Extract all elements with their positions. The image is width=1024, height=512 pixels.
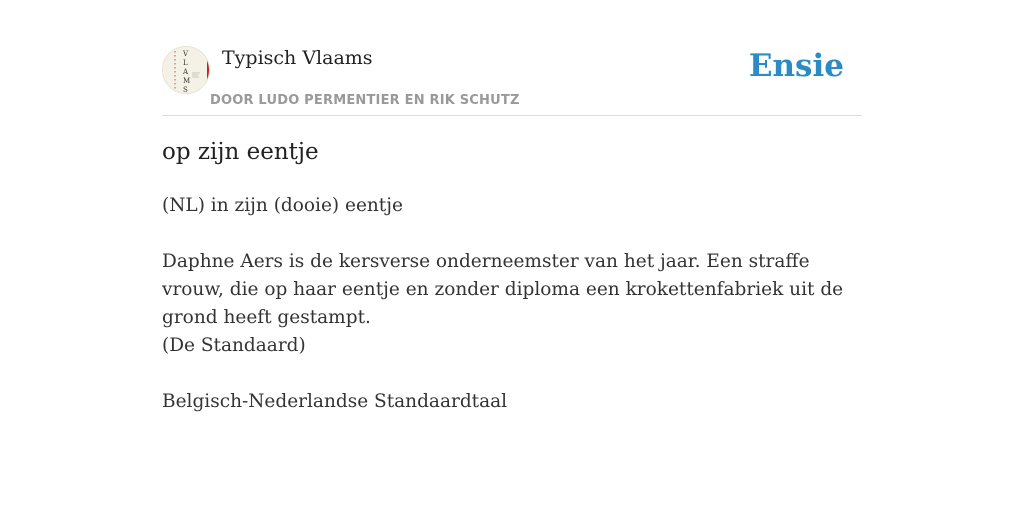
header xyxy=(162,46,862,116)
byline: DOOR LUDO PERMENTIER EN RIK SCHUTZ xyxy=(210,93,520,108)
svg-text:A: A xyxy=(183,68,189,76)
svg-text:V: V xyxy=(183,50,189,58)
svg-text:S: S xyxy=(183,86,188,93)
entry-content xyxy=(162,192,862,416)
spacer xyxy=(162,220,862,248)
brand-logo[interactable]: Ensie xyxy=(748,48,844,84)
svg-text:M: M xyxy=(183,77,191,85)
source: (De Standaard) xyxy=(162,335,306,356)
svg-text:L: L xyxy=(183,59,188,67)
book-cover-icon[interactable] xyxy=(162,46,210,94)
example-sentence: Daphne Aers is de kersverse onderneemster van het jaar. Een straffe vrouw, die op haar eentje en zonder diploma een krokettenfabriek uit de grond heeft gestampt. xyxy=(162,251,844,328)
category: Belgisch-Nederlandse Standaardtaal xyxy=(162,391,508,412)
entry-title: op zijn eentje xyxy=(162,139,319,165)
spacer xyxy=(162,360,862,388)
translation: (NL) in zijn (dooie) eentje xyxy=(162,195,403,216)
book-title-link[interactable]: Typisch Vlaams xyxy=(222,47,373,69)
